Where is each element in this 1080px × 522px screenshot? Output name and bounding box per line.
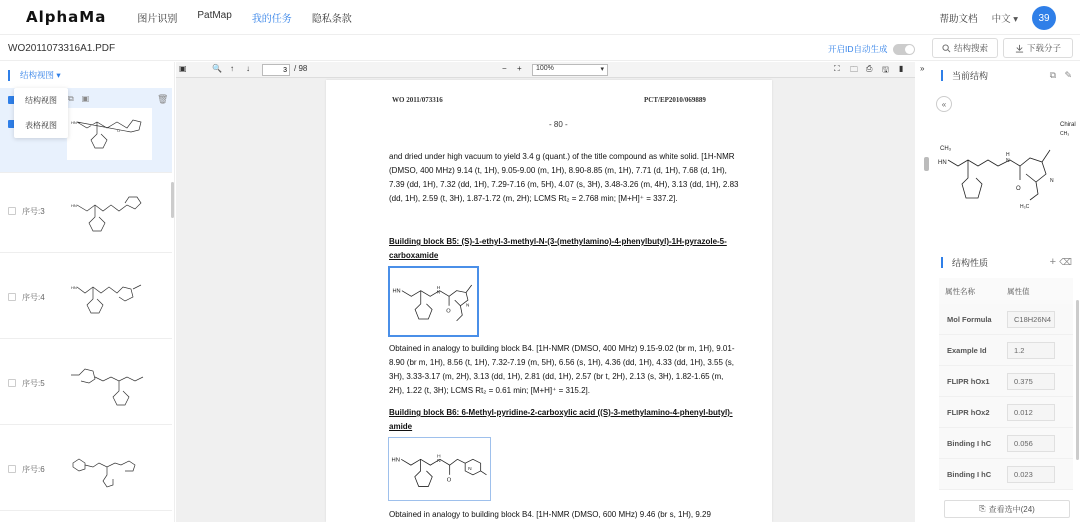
svg-text:HN: HN (938, 160, 947, 166)
item-checkbox[interactable] (8, 293, 16, 301)
item-checkbox[interactable] (8, 465, 16, 473)
accent-bar (8, 70, 10, 81)
structure-thumbnail[interactable] (67, 175, 152, 247)
presentation-icon[interactable]: ⛶ (834, 64, 840, 73)
download-icon[interactable]: 🖫 (882, 65, 889, 74)
next-page-icon[interactable]: ↓ (246, 64, 250, 73)
toggle-switch[interactable] (893, 44, 915, 55)
zoom-out-icon[interactable]: − (502, 64, 507, 73)
language-select[interactable] (992, 11, 1018, 25)
zoom-select[interactable] (532, 64, 608, 76)
zoom-in-icon[interactable]: ⊕ (140, 261, 148, 271)
col-name: 属性名称 (945, 286, 975, 296)
trash-icon[interactable]: 🗑 (157, 94, 169, 104)
list-header (0, 62, 174, 88)
svg-text:CH₃: CH₃ (1060, 131, 1070, 137)
table-row (939, 428, 1073, 459)
page-header-left: WO 2011/073316 (392, 96, 443, 104)
svg-text:O: O (446, 477, 452, 484)
viewer-toolbar (176, 62, 925, 78)
properties-scrollbar[interactable] (1076, 300, 1079, 460)
svg-text:N: N (466, 302, 470, 308)
structure-search-button[interactable] (932, 38, 998, 58)
structure-item-5[interactable] (0, 340, 172, 425)
bookmark-icon[interactable]: ▮ (899, 64, 904, 73)
pdf-page (326, 80, 772, 522)
structure-list-panel (0, 62, 175, 522)
pdf-scrollbar[interactable] (924, 157, 929, 171)
current-structure-title: 当前结构 (952, 70, 989, 81)
table-row (939, 335, 1073, 366)
building-block-b5-title: Building block B5: (S)-1-ethyl-3-methyl-N-(3-(methylamino)-4-phenylbutyl)-1H-pyrazole-5-carboxamide (389, 237, 727, 260)
svg-text:CH₃: CH₃ (940, 146, 952, 152)
prop-value[interactable]: 0.023 (1007, 466, 1055, 483)
prop-value[interactable]: 0.056 (1007, 435, 1055, 452)
language-label: 中文 (991, 14, 1011, 25)
view-selected-button[interactable] (944, 500, 1070, 518)
prop-value[interactable]: C18H26N4 (1007, 311, 1055, 328)
nav-my-tasks[interactable]: 我的任务 (251, 13, 292, 25)
logo[interactable]: AlphaMa (26, 8, 107, 26)
search-icon (942, 44, 951, 53)
svg-text:H₃C: H₃C (1020, 204, 1030, 210)
view-mode-select[interactable] (20, 69, 61, 81)
svg-text:N: N (1050, 178, 1054, 184)
paragraph-1: and dried under high vacuum to yield 3.4 g (quant.) of the title compound as white solid. [1H-NMR (DMSO, 400 MHz) 9.14 (t, 1H), 9.05-9.00 (m, 1H), 8.90-8.85 (m, 1H), 7.71 (d, 1H), 7.68 (d, 1H), 7.39 (dd, 1H), 7.32 (dd, 1H), 7.29-7.16 (m, 5H), 4.07 (s, 3H), 3.48-3.26 (m, 4H), 3.13 (dd, 1H), 2.83 (dd, 1H), 2.59 (t, 3H), 1.87-1.72 (m, 2H); LCMS Rt₂ = 2.768 min; [M+H]⁺ = 337.2]. (389, 152, 739, 203)
open-file-icon[interactable]: 🗀 (850, 65, 858, 74)
prev-page-icon[interactable]: ↑ (230, 64, 234, 73)
sidebar-toggle-icon[interactable]: ▣ (179, 64, 187, 73)
current-structure-header (934, 62, 1080, 88)
b6-structure-image[interactable] (388, 437, 491, 501)
svg-text:N: N (437, 459, 441, 465)
search-icon[interactable]: 🔍 (212, 64, 222, 73)
view-selected-label: 查看选中(24) (988, 504, 1035, 514)
item-serial: 序号:4 (22, 293, 45, 302)
add-property-icon[interactable]: + (1049, 256, 1056, 268)
svg-text:HN: HN (71, 203, 77, 208)
structure-thumbnail[interactable] (67, 261, 152, 333)
prop-value[interactable]: 0.375 (1007, 373, 1055, 390)
edit-icon[interactable]: ✎ (1064, 69, 1072, 80)
svg-text:O: O (1016, 186, 1021, 192)
svg-text:N: N (468, 466, 472, 472)
view-mode-label: 结构视图 (20, 70, 55, 80)
prop-key: FLIPR hOx1 (947, 376, 990, 386)
properties-title: 结构性质 (952, 257, 989, 268)
prop-key: Example Id (947, 345, 987, 355)
svg-text:HN: HN (391, 457, 400, 464)
structure-thumbnail[interactable] (67, 433, 152, 505)
structure-thumbnail[interactable] (67, 347, 152, 419)
prop-key: Binding I hC (947, 469, 992, 479)
svg-text:H: H (437, 454, 441, 460)
item-tools (68, 94, 89, 104)
prop-value[interactable]: 1.2 (1007, 342, 1055, 359)
item-checkbox[interactable] (8, 207, 16, 215)
zoom-in-icon[interactable]: ⊕ (140, 347, 148, 357)
print-icon[interactable]: ⎙ (866, 64, 873, 73)
table-header (939, 278, 1073, 304)
page-header-right: PCT/EP2010/069889 (644, 96, 706, 104)
page-number-input[interactable] (262, 64, 290, 76)
zoom-in-icon[interactable]: ⊕ (140, 175, 148, 185)
help-docs-link[interactable]: 帮助文档 (939, 14, 978, 25)
svg-text:O: O (117, 128, 121, 133)
table-row (939, 304, 1073, 335)
view-selected-icon: ⎘ (979, 504, 986, 513)
structure-item-6[interactable] (0, 426, 172, 511)
table-row (939, 459, 1073, 490)
download-icon (1015, 44, 1024, 53)
list-scrollbar[interactable] (171, 182, 174, 218)
table-row (939, 397, 1073, 428)
file-name: WO2011073316A1.PDF (8, 42, 116, 54)
structure-item-4[interactable] (0, 254, 172, 339)
auto-id-label: 开启ID自动生成 (828, 44, 888, 54)
svg-text:H: H (1006, 152, 1010, 158)
collapse-panel-button[interactable]: « (936, 96, 952, 112)
menu-table-view[interactable]: 表格视图 (25, 121, 57, 130)
table-row (939, 366, 1073, 397)
duplicate-icon[interactable]: ▣ (81, 94, 90, 103)
page-total: / 98 (294, 64, 308, 73)
copy-icon[interactable]: ⧉ (1049, 69, 1056, 80)
structure-search-label: 结构搜索 (953, 43, 988, 53)
item-serial: 序号:5 (22, 379, 45, 388)
nav-image-recognition[interactable]: 图片识别 (137, 13, 178, 25)
properties-table (939, 278, 1073, 490)
svg-text:N: N (436, 289, 441, 295)
erase-icon[interactable]: ⌫ (1059, 256, 1072, 267)
svg-text:H: H (436, 284, 441, 290)
paragraph-2: Obtained in analogy to building block B4. [1H-NMR (DMSO, 400 MHz) 9.15-9.02 (br m, 1H), 9.01-8.90 (br m, 1H), 8.56 (t, 1H), 7.32-7.19 (m, 5H), 6.56 (s, 1H), 4.36 (dd, 1H), 4.33 (dd, 1H), 3.55 (s, 3H), 3.33-3.17 (m, 2H), 3.13 (dd, 1H), 2.81 (dd, 1H), 2.57 (br t, 2H), 2.13 (s, 3H), 1.82-1.65 (m, 2H), 1.22 (t, 3H); LCMS Rt₂ = 0.61 min; [M+H]⁺ = 315.2]. (389, 344, 735, 395)
col-value: 属性值 (1007, 286, 1030, 296)
current-structure-image[interactable] (934, 102, 1080, 222)
chevron-down-icon: ▾ (600, 66, 604, 73)
tools-expand-icon[interactable]: » (920, 64, 925, 73)
accent-bar (941, 70, 943, 81)
top-nav (0, 0, 1080, 35)
structure-detail-panel (934, 62, 1080, 522)
svg-text:HN: HN (71, 285, 77, 290)
structure-item-3[interactable] (0, 168, 172, 253)
view-mode-menu (14, 88, 68, 138)
svg-text:HN: HN (392, 288, 401, 295)
file-bar (0, 36, 1080, 61)
prop-key: Mol Formula (947, 314, 992, 324)
svg-text:HN: HN (71, 120, 77, 125)
b5-structure-image[interactable] (388, 266, 479, 337)
nav-privacy[interactable]: 隐私条款 (311, 13, 352, 25)
zoom-value: 100% (536, 65, 554, 72)
item-checkbox[interactable] (8, 379, 16, 387)
copy-icon[interactable]: ⧉ (68, 94, 74, 103)
auto-id-toggle[interactable] (828, 43, 915, 55)
properties-header (934, 249, 1080, 275)
menu-structure-view[interactable]: 结构视图 (25, 96, 57, 105)
download-molecules-button[interactable] (1003, 38, 1073, 58)
avatar[interactable]: 39 (1032, 6, 1056, 30)
download-molecules-label: 下载分子 (1026, 43, 1061, 53)
accent-bar (941, 257, 943, 268)
pdf-viewer (176, 62, 925, 522)
structure-thumbnail[interactable] (67, 108, 152, 160)
svg-text:N: N (1006, 158, 1010, 164)
chiral-label: Chiral (1060, 122, 1076, 128)
prop-key: FLIPR hOx2 (947, 407, 990, 417)
prop-value[interactable]: 0.012 (1007, 404, 1055, 421)
svg-text:O: O (446, 308, 451, 315)
item-serial: 序号:3 (22, 207, 45, 216)
building-block-b6-title: Building block B6: 6-Methyl-pyridine-2-carboxylic acid ((S)-3-methylamino-4-phenyl-butyl)-amide (389, 408, 733, 431)
item-serial: 序号:6 (22, 465, 45, 474)
zoom-in-icon[interactable]: ⊕ (140, 433, 148, 443)
prop-key: Binding I hC (947, 438, 992, 448)
zoom-in-icon[interactable]: + (517, 64, 522, 73)
nav-patmap[interactable]: PatMap (197, 9, 232, 21)
paragraph-3: Obtained in analogy to building block B4. [1H-NMR (DMSO, 600 MHz) 9.46 (br s, 1H), 9.29 (389, 510, 711, 519)
chevron-down-icon: ▾ (56, 70, 61, 80)
chevron-down-icon: ▾ (1013, 14, 1018, 25)
page-number-label: - 80 - (549, 120, 568, 129)
